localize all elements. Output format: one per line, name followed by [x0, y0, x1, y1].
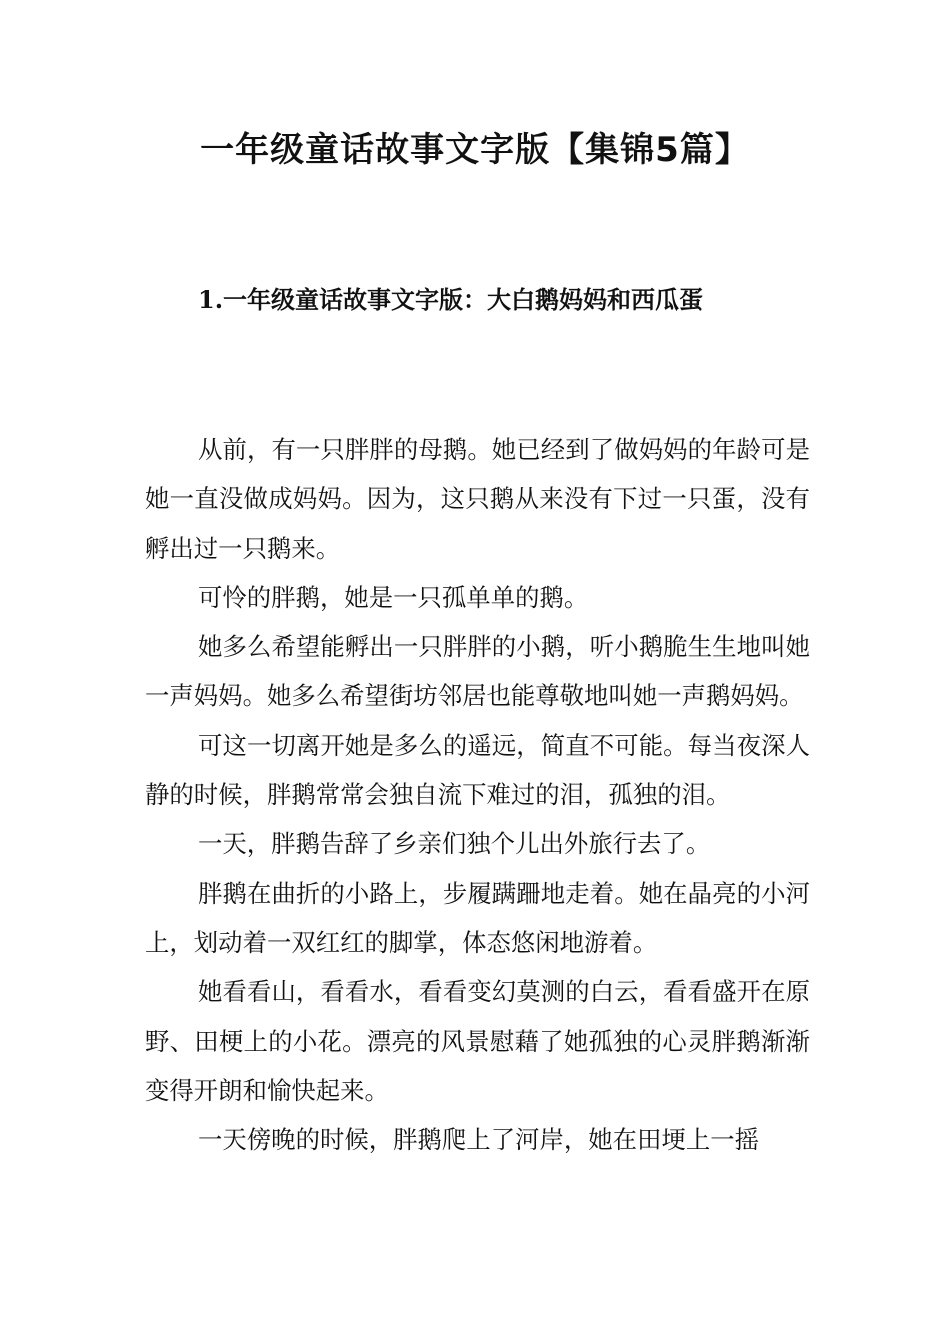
paragraph: 可这一切离开她是多么的遥远，简直不可能。每当夜深人静的时候，胖鹅常常会独自流下难过的泪，孤独的泪。: [145, 730, 810, 810]
story-body: [145, 425, 810, 1164]
paragraph: 她看看山，看看水，看看变幻莫测的白云，看看盛开在原野、田梗上的小花。漂亮的风景慰藉了她孤独的心灵胖鹅渐渐变得开朗和愉快起来。: [145, 977, 810, 1105]
document-title: 一年级童话故事文字版【集锦5篇】: [200, 130, 750, 170]
section-heading: 1.一年级童话故事文字版：大白鹅妈妈和西瓜蛋: [198, 285, 704, 314]
paragraph: 可怜的胖鹅，她是一只孤单单的鹅。: [198, 582, 589, 612]
paragraph: 从前，有一只胖胖的母鹅。她已经到了做妈妈的年龄可是她一直没做成妈妈。因为，这只鹅从来没有下过一只蛋，没有孵出过一只鹅来。: [145, 435, 810, 563]
paragraph: 一天，胖鹅告辞了乡亲们独个儿出外旅行去了。: [198, 829, 711, 859]
paragraph: 她多么希望能孵出一只胖胖的小鹅，听小鹅脆生生地叫她一声妈妈。她多么希望街坊邻居也能尊敬地叫她一声鹅妈妈。: [145, 632, 810, 711]
paragraph: 胖鹅在曲折的小路上，步履蹒跚地走着。她在晶亮的小河上，划动着一双红红的脚掌，体态悠闲地游着。: [145, 878, 810, 957]
paragraph: 一天傍晚的时候，胖鹅爬上了河岸，她在田埂上一摇: [198, 1125, 759, 1155]
